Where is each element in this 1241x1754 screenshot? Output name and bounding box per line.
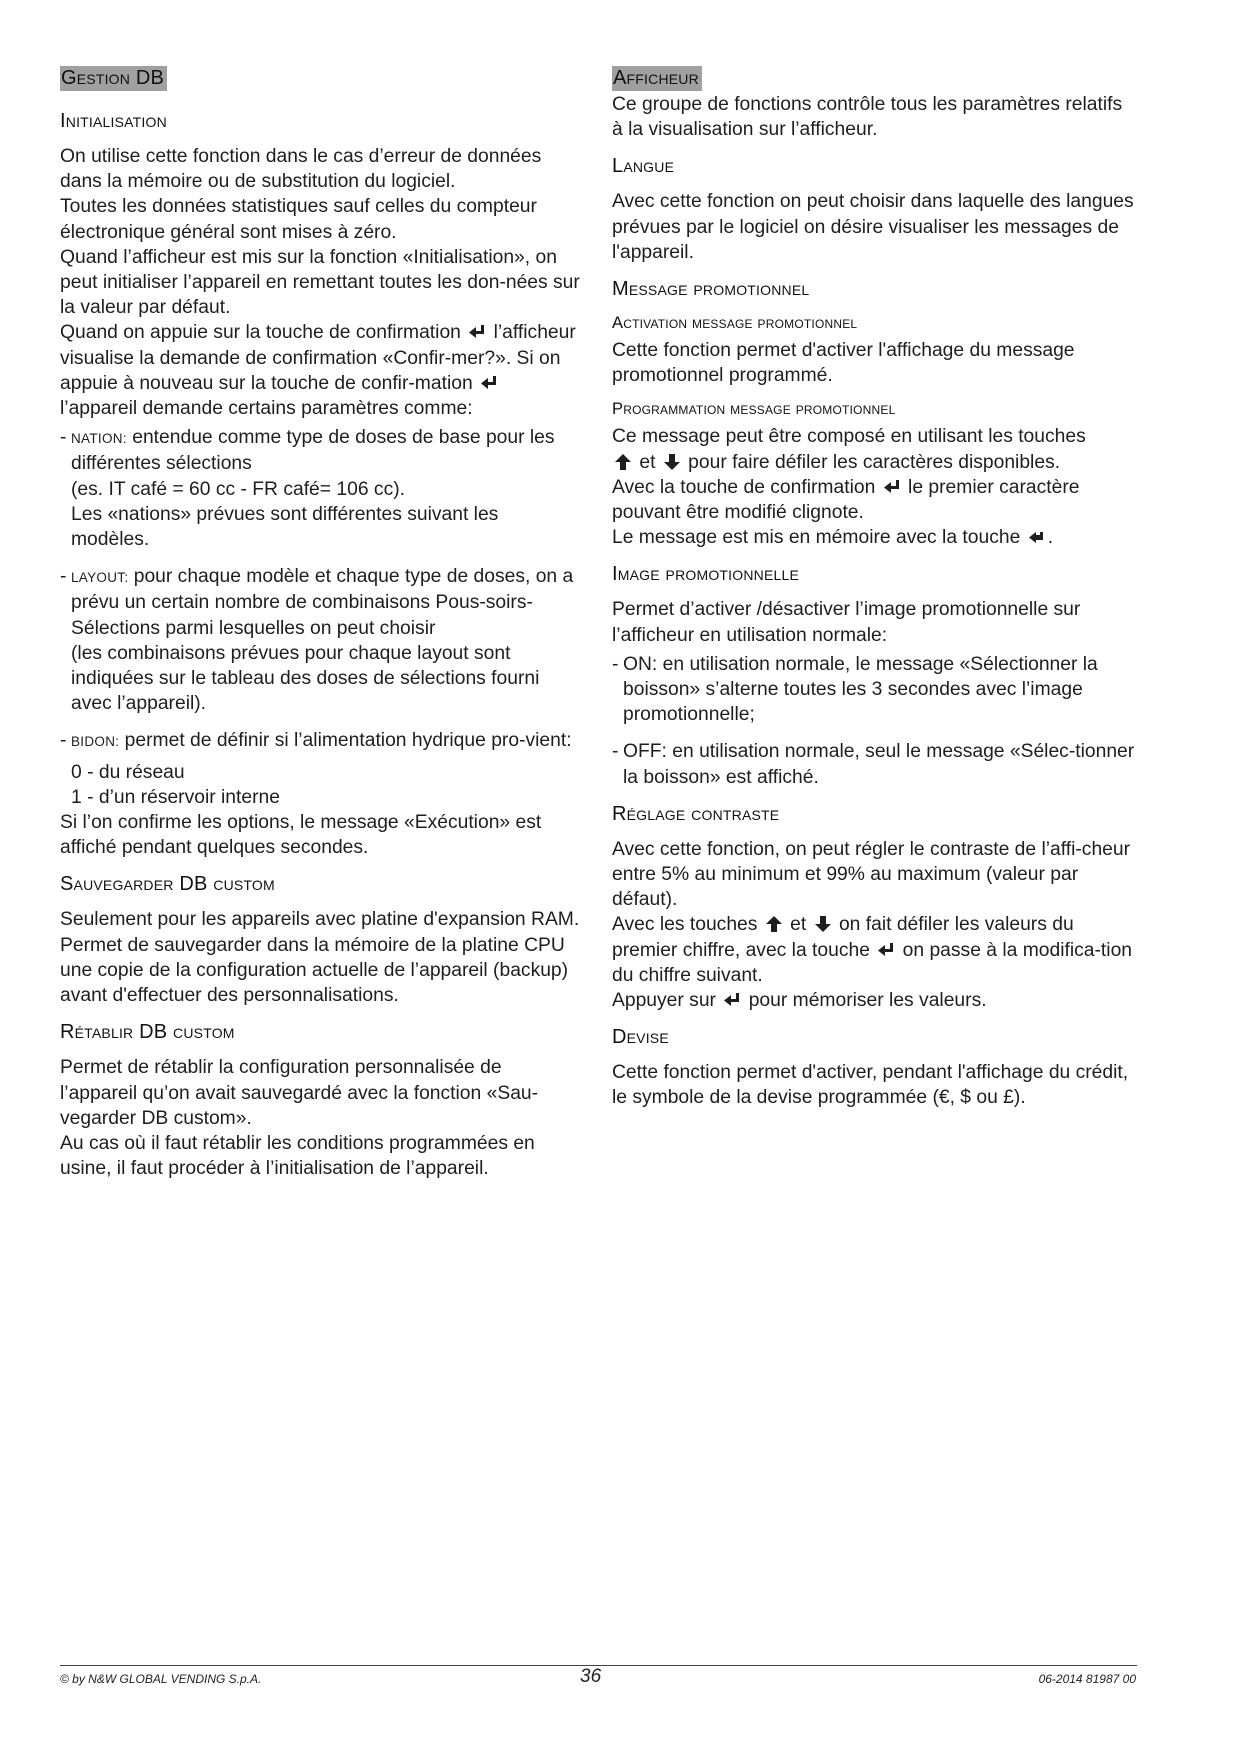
heading-message-promotionnel: Message promotionnel (612, 278, 810, 301)
prog-paragraph-2: et pour faire défiler les caractères disponibles. (612, 450, 1137, 475)
nation-keyword: NATION: (71, 431, 127, 447)
init-p4-part-b: l’afficheur visualise la demande de confirmation «Confir-mer?». Si on appuie à nouveau sur la touche de confir-mation (60, 322, 576, 394)
down-arrow-key-icon (814, 915, 832, 933)
right-column (612, 66, 1137, 1111)
prog-paragraph-1: Ce message peut être composé en utilisant les touches (612, 426, 1086, 448)
layout-more: (les combinaisons prévues pour chaque layout sont indiquées sur le tableau des doses de sélections fourni avec l’appareil). (71, 642, 540, 715)
image-paragraph: Permet d’activer /désactiver l’image promotionnelle sur l’afficheur en utilisation normale: (612, 599, 1081, 646)
heading-reglage-contraste: Réglage contraste (612, 802, 780, 825)
bidon-option-0: 0 - du réseau (71, 761, 185, 783)
restore-paragraph-2: Au cas où il faut rétablir les conditions programmées en usine, il faut procéder à l’initialisation de l’appareil. (60, 1132, 535, 1180)
list-item-bidon: - BIDON: permet de définir si l’alimentation hydrique pro-vient: 0 - du réseau 1 - d’un réservoir interne (60, 728, 580, 810)
enter-key-icon (468, 323, 486, 341)
page-number: 36 (580, 1666, 602, 1687)
left-column (60, 66, 580, 1181)
heading-initialisation: Initialisation (60, 110, 167, 132)
init-paragraph-2: Toutes les données statistiques sauf celles du compteur électronique général sont mises à zéro. (60, 196, 537, 243)
list-item-on: - ON: en utilisation normale, le message «Sélectionner la boisson» s’alterne toutes les 3 secondes avec l’image promotionnelle; (612, 653, 1098, 726)
footer-copyright: © by N&W GLOBAL VENDING S.p.A. (60, 1672, 262, 1686)
back-key-icon (1028, 528, 1046, 546)
bidon-option-1: 1 - d’un réservoir interne (71, 786, 280, 808)
heading-sauvegarder-db-custom: Sauvegarder DB custom (60, 873, 275, 896)
devise-paragraph: Cette fonction permet d'activer, pendant l'affichage du crédit, le symbole de la devise programmée (€, $ ou £). (612, 1062, 1129, 1109)
layout-text: pour chaque modèle et chaque type de doses, on a prévu un certain nombre de combinaisons Pous-soirs-Sélections parmi lesquelles on peut choisir (71, 566, 574, 639)
contrast-paragraph-1: Avec cette fonction, on peut régler le contraste de l’affi-cheur entre 5% au minimum et 99% au maximum (valeur par défaut). (612, 838, 1131, 911)
execution-paragraph: Si l’on confirme les options, le message «Exécution» est affiché pendant quelques secondes. (60, 812, 542, 859)
list-item-nation: - NATION: entendue comme type de doses de base pour les différentes sélections (es. IT café = 60 cc - FR café= 106 cc). Les «nations» prévues sont différentes suivant les modèles. (60, 425, 580, 552)
prog-paragraph-3: Avec la touche de confirmation le premier caractère pouvant être modifié clignote. (612, 476, 1080, 524)
contrast-paragraph-2: Avec les touches et on fait défiler les valeurs du premier chiffre, avec la touche on passe à la modifica-tion du chiffre suivant. (612, 914, 1133, 986)
down-arrow-key-icon (663, 453, 681, 471)
init-paragraph-3: Quand l’afficheur est mis sur la fonction «Initialisation», on peut initialiser l’appareil en remettant toutes les don-nées sur la valeur par défaut. (60, 246, 580, 319)
enter-key-icon (883, 478, 901, 496)
save-paragraph-1: Seulement pour les appareils avec platine d'expansion RAM. (60, 909, 580, 931)
section-title-gestion-db: Gestion DB (60, 66, 167, 91)
heading-retablir-db-custom: Rétablir DB custom (60, 1021, 235, 1044)
init-paragraph-4 (60, 320, 580, 421)
list-item-layout: - LAYOUT: pour chaque modèle et chaque type de doses, on a prévu un certain nombre de combinaisons Pous-soirs-Sélections parmi lesquelles on peut choisir (les combinaisons prévues pour chaque layout sont indiquées sur le tableau des doses de sélections fourni avec l’appareil). (60, 564, 580, 716)
heading-image-promotionnelle: Image promotionnelle (612, 563, 800, 586)
init-p4-part-c: l’appareil demande certains paramètres comme: (60, 398, 473, 420)
prog-paragraph-4: Le message est mis en mémoire avec la touche . (612, 527, 1054, 549)
nation-example: (es. IT café = 60 cc - FR café= 106 cc). (71, 478, 405, 500)
up-arrow-key-icon (765, 915, 783, 933)
init-paragraph-1: On utilise cette fonction dans le cas d’erreur de données dans la mémoire ou de substitution du logiciel. (60, 146, 542, 193)
nation-text: entendue comme type de doses de base pour les différentes sélections (71, 427, 555, 475)
bidon-keyword: BIDON: (71, 734, 120, 750)
up-arrow-key-icon (614, 453, 632, 471)
footer-doc-code: 06-2014 81987 00 (1038, 1672, 1136, 1686)
restore-paragraph-1: Permet de rétablir la configuration personnalisée de l’appareil qu’on avait sauvegardé avec la fonction «Sau-vegarder DB custom». (60, 1057, 539, 1129)
heading-devise: Devise (612, 1026, 669, 1049)
heading-langue: Langue (612, 155, 675, 178)
init-p4-part-a: Quand on appuie sur la touche de confirmation (60, 322, 461, 344)
layout-keyword: LAYOUT: (71, 570, 129, 586)
save-paragraph-2: Permet de sauvegarder dans la mémoire de la platine CPU une copie de la configuration actuelle de l’appareil (backup) avant d'effectuer des personnalisations. (60, 934, 569, 1007)
heading-programmation-message: Programmation message promotionnel (612, 400, 896, 419)
langue-paragraph: Avec cette fonction on peut choisir dans laquelle des langues prévues par le logiciel on désire visualiser les messages de l'appareil. (612, 191, 1134, 263)
list-item-off: - OFF: en utilisation normale, seul le message «Sélec-tionner la boisson» est affiché. (612, 741, 1135, 788)
section-title-afficheur: Afficheur (612, 66, 702, 91)
contrast-paragraph-3: Appuyer sur pour mémoriser les valeurs. (612, 990, 987, 1012)
heading-activation-message: Activation message promotionnel (612, 314, 858, 333)
afficheur-paragraph: Ce groupe de fonctions contrôle tous les paramètres relatifs à la visualisation sur l’afficheur. (612, 94, 1123, 141)
enter-key-icon (877, 941, 895, 959)
bidon-text: permet de définir si l’alimentation hydrique pro-vient: (119, 730, 572, 752)
enter-key-icon (480, 374, 498, 392)
enter-key-icon (723, 991, 741, 1009)
nation-more: Les «nations» prévues sont différentes suivant les modèles. (71, 503, 499, 551)
activation-paragraph: Cette fonction permet d'activer l'affichage du message promotionnel programmé. (612, 340, 1075, 387)
